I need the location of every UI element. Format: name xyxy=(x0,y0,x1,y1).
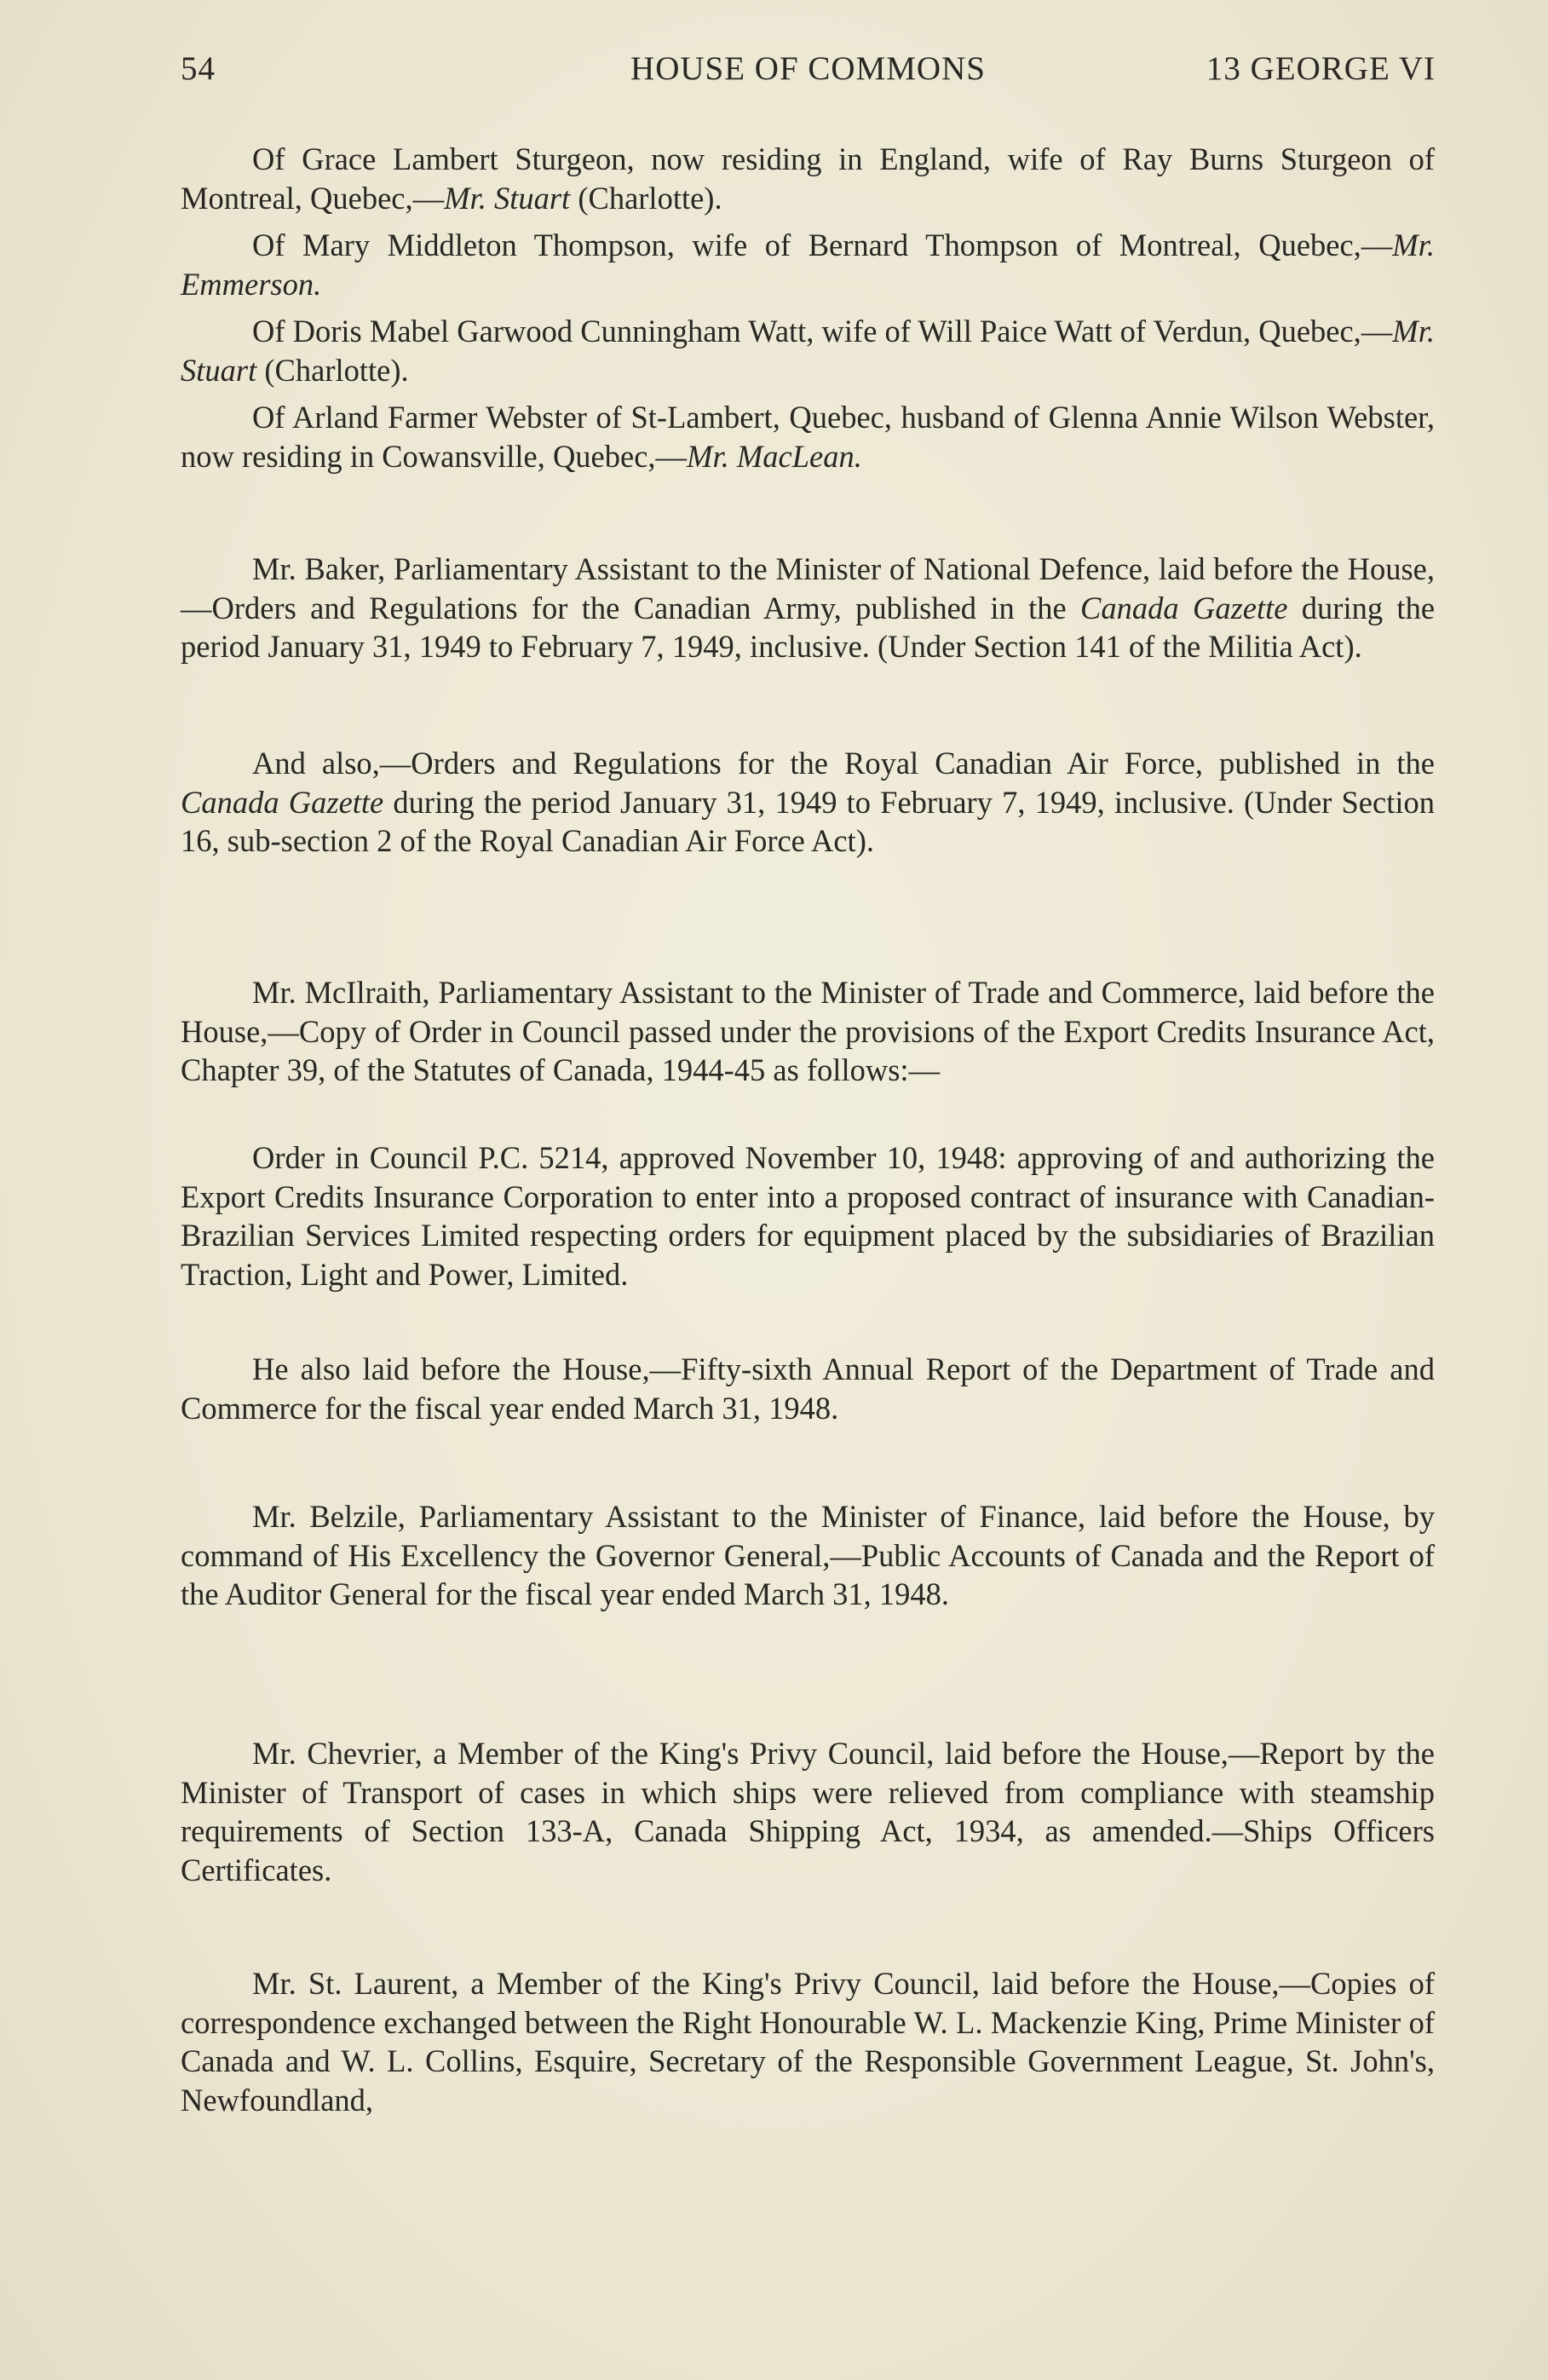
paper-laid-text: And also,—Orders and Regulations for the Royal Canadian Air Force, published in the Canada Gazette during the period January 31, 1949 to February 7, 1949, inclusive. (Under Section 16, sub-section 2 of the Royal Canadian Air Force Act). xyxy=(181,746,1435,859)
mcilraith-order-in-council xyxy=(181,1138,1435,1294)
baker-paragraph-2 xyxy=(181,744,1435,861)
petition-entry-3 xyxy=(181,312,1435,389)
petition-entry-1 xyxy=(181,140,1435,217)
paper-laid-text: Mr. Belzile, Parliamentary Assistant to the Minister of Finance, laid before the House, by command of His Excellency the Governor General,—Public Accounts of Canada and the Report of the Auditor General for the fiscal year ended March 31, 1948. xyxy=(181,1499,1435,1612)
page-title: HOUSE OF COMMONS xyxy=(630,50,986,87)
running-header xyxy=(181,48,1436,90)
paper-laid-text: Mr. McIlraith, Parliamentary Assistant to the Minister of Trade and Commerce, laid before the House,—Copy of Order in Council passed under the provisions of the Export Credits Insurance Act, Chapter 39, of the Statutes of Canada, 1944-45 as follows:— xyxy=(181,975,1435,1088)
regnal-year: 13 GEORGE VI xyxy=(1206,50,1436,87)
chevrier-paragraph xyxy=(181,1734,1435,1889)
mcilraith-paragraph-1 xyxy=(181,973,1435,1090)
mcilraith-paragraph-3 xyxy=(181,1350,1435,1427)
petition-text: Of Arland Farmer Webster of St-Lambert, Quebec, husband of Glenna Annie Wilson Webster, now residing in Cowansville, Quebec,—Mr. MacLean. xyxy=(181,400,1435,474)
member-name: Mr. Stuart xyxy=(444,180,571,216)
paper-laid-text: Mr. Baker, Parliamentary Assistant to the Minister of National Defence, laid before the House,—Orders and Regulations for the Canadian Army, published in the Canada Gazette during the period January 31, 1949 to February 7, 1949, inclusive. (Under Section 141 of the Militia Act). xyxy=(181,551,1436,665)
petition-entry-2 xyxy=(181,226,1435,303)
gazette-title: Canada Gazette xyxy=(181,784,384,820)
member-name: Mr. Stuart xyxy=(181,314,1435,388)
paper-laid-text: Mr. Chevrier, a Member of the King's Privy Council, laid before the House,—Report by the Minister of Transport of cases in which ships were relieved from compliance with steamship requirements of Section 133-A, Canada Shipping Act, 1934, as amended.—Ships Officers Certificates. xyxy=(181,1736,1435,1887)
member-name: Mr. MacLean. xyxy=(687,438,862,474)
paper-laid-text: Mr. St. Laurent, a Member of the King's Privy Council, laid before the House,—Copies of correspondence exchanged between the Right Honourable W. L. Mackenzie King, Prime Minister of Canada and W. L. Collins, Esquire, Secretary of the Responsible Government League, St. John's, Newfoundland, xyxy=(181,1966,1435,2118)
petition-text: Of Mary Middleton Thompson, wife of Bernard Thompson of Montreal, Quebec,—Mr. Emmerson. xyxy=(181,228,1435,302)
baker-paragraph-1 xyxy=(181,550,1435,666)
page-number: 54 xyxy=(181,50,216,87)
petition-text: Of Doris Mabel Garwood Cunningham Watt, wife of Will Paice Watt of Verdun, Quebec,—Mr. Stuart (Charlotte). xyxy=(181,314,1435,388)
st-laurent-paragraph xyxy=(181,1964,1435,2119)
belzile-paragraph xyxy=(181,1497,1435,1614)
order-in-council-text: Order in Council P.C. 5214, approved November 10, 1948: approving of and authorizing the Export Credits Insurance Corporation to enter into a proposed contract of insurance with Canadian-Brazilian Services Limited respecting orders for equipment placed by the subsidiaries of Brazilian Traction, Light and Power, Limited. xyxy=(181,1140,1435,1292)
petition-text: Of Grace Lambert Sturgeon, now residing in England, wife of Ray Burns Sturgeon of Montreal, Quebec,—Mr. Stuart (Charlotte). xyxy=(181,141,1435,216)
gazette-title: Canada Gazette xyxy=(1080,590,1288,625)
petition-entry-4 xyxy=(181,398,1435,475)
member-name: Mr. Emmerson. xyxy=(181,228,1435,302)
paper-laid-text: He also laid before the House,—Fifty-sixth Annual Report of the Department of Trade and Commerce for the fiscal year ended March 31, 1948. xyxy=(181,1351,1435,1426)
